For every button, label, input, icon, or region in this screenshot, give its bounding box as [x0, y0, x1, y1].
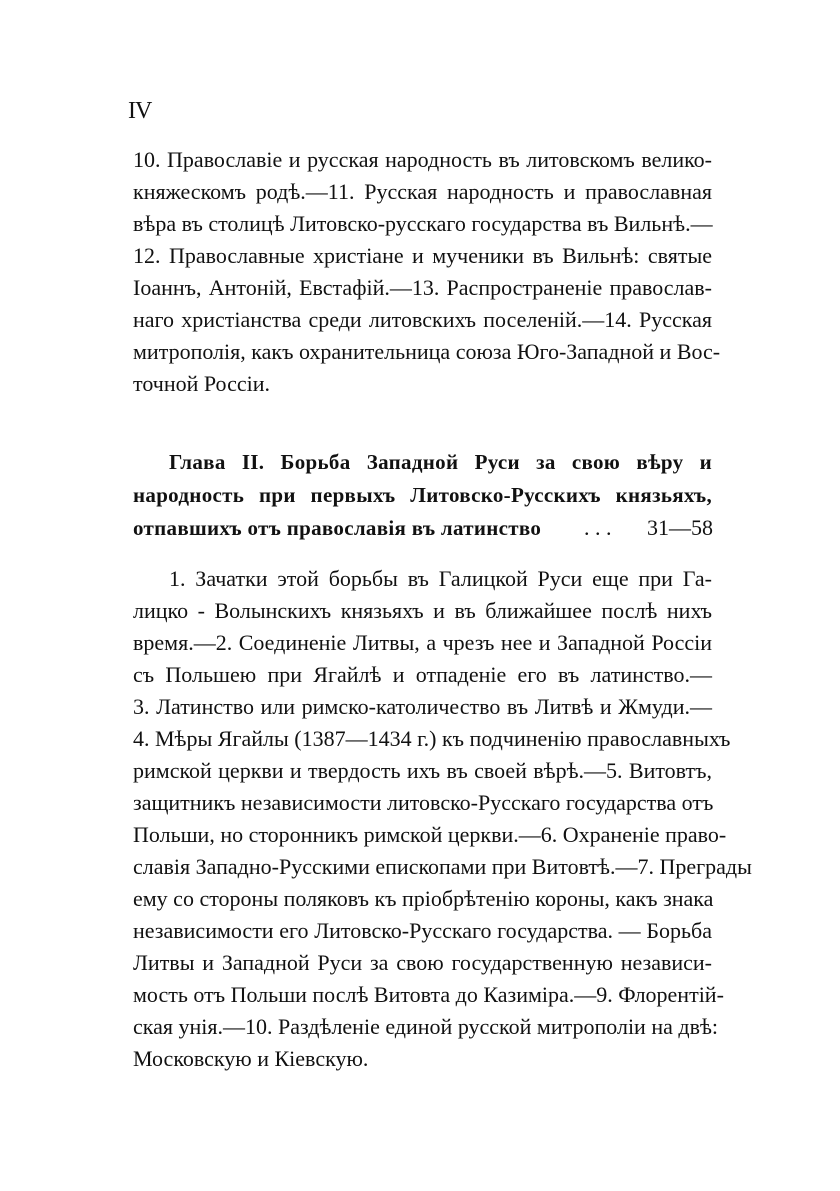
text-line: римской церкви и твердость ихъ въ своей вѣрѣ.—5. Витовтъ, [133, 758, 712, 783]
chapter-leader-dots: . . . [584, 515, 612, 540]
text-line: Московскую и Кіевскую. [133, 1046, 369, 1071]
chapter-heading-line: народность при первыхъ Литовско-Русскихъ князьяхъ, [133, 483, 712, 507]
chapter-page-range: 31—58 [647, 515, 713, 540]
text-line: славія Западно-Русскими епископами при Витовтѣ.—7. Преграды [133, 854, 752, 879]
text-line: митрополія, какъ охранительница союза Юго-Западной и Вос- [133, 339, 721, 364]
text-line: съ Польшею при Ягайлѣ и отпаденіе его въ латинство.— [133, 662, 712, 687]
text-line: вѣра въ столицѣ Литовско-русскаго государства въ Вильнѣ.— [133, 211, 713, 236]
text-line: наго христіанства среди литовскихъ поселеній.—14. Русская [133, 307, 712, 332]
text-line: Іоаннъ, Антоній, Евстафій.—13. Распространеніе православ- [133, 275, 712, 300]
page-number: IV [128, 98, 152, 124]
text-line: Литвы и Западной Руси за свою государственную независи- [133, 950, 712, 975]
text-line: ему со стороны поляковъ къ пріобрѣтенію короны, какъ знака [133, 886, 714, 911]
text-line: время.—2. Соединеніе Литвы, а чрезъ нее и Западной Россіи [133, 630, 712, 655]
text-line: ская унія.—10. Раздѣленіе единой русской митрополіи на двѣ: [133, 1014, 719, 1039]
text-line: 1. Зачатки этой борьбы въ Галицкой Руси еще при Га- [169, 566, 712, 591]
text-line: княжескомъ родѣ.—11. Русская народность и православная [133, 179, 712, 204]
text-line: защитникъ независимости литовско-Русскаго государства отъ [133, 790, 714, 815]
text-line: независимости его Литовско-Русскаго государства. — Борьба [133, 918, 712, 943]
chapter-heading-line: Глава II. Борьба Западной Руси за свою вѣру и [169, 450, 712, 474]
text-line: лицко - Волынскихъ князьяхъ и въ ближайшее послѣ нихъ [133, 598, 712, 623]
text-line: 10. Православіе и русская народность въ литовскомъ велико- [133, 147, 712, 172]
text-line: 12. Православные христіане и мученики въ Вильнѣ: святые [133, 243, 712, 268]
text-line: Польши, но сторонникъ римской церкви.—6. Охраненіе право- [133, 822, 727, 847]
chapter-heading-line: отпавшихъ отъ православія въ латинство [133, 516, 542, 540]
text-line: мость отъ Польши послѣ Витовта до Казиміра.—9. Флорентій- [133, 982, 724, 1007]
text-line: 3. Латинство или римско-католичество въ Литвѣ и Жмуди.— [133, 694, 712, 719]
text-line: точной Россіи. [133, 371, 271, 396]
text-line: 4. Мѣры Ягайлы (1387—1434 г.) къ подчиненію православныхъ [133, 726, 731, 751]
